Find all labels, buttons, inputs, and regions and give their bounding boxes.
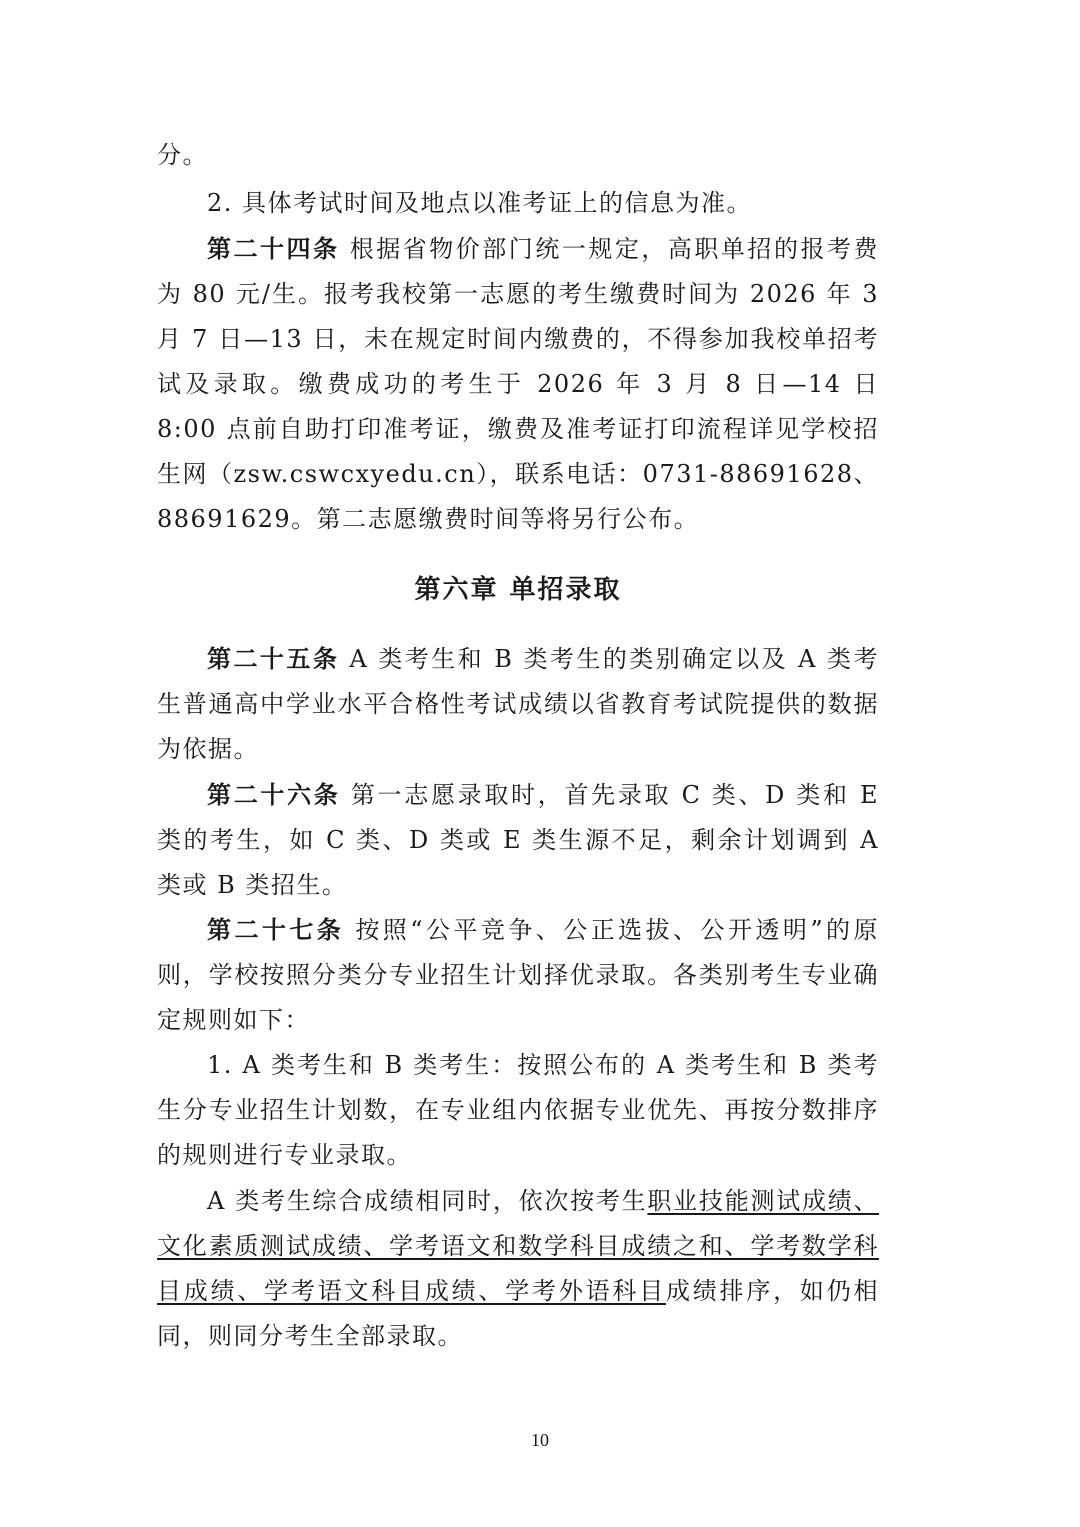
tie-break-criteria: 职业技能测试成绩、文化素质测试成绩、学考语文和数学科目成绩之和、学考数学科目成绩、学考语文科目成绩、学考外语科目 (157, 1187, 879, 1305)
page-number: 10 (531, 1430, 549, 1450)
tie-break-before: A 类考生综合成绩相同时，依次按考生 (207, 1187, 648, 1215)
article-25 (157, 636, 879, 772)
rule-1: 1. A 类考生和 B 类考生：按照公布的 A 类考生和 B 类考生分专业招生计划数，在专业组内依据专业优先、再按分数排序的规则进行专业录取。 (157, 1051, 879, 1169)
article-26-label: 第二十六条 (207, 780, 341, 809)
article-26-text: 第一志愿录取时，首先录取 C 类、D 类和 E 类的考生，如 C 类、D 类或 E 类生源不足，剩余计划调到 A 类或 B 类招生。 (157, 781, 879, 899)
tie-break-after: 成绩排序，如仍相同，则同分考生全部录取。 (157, 1277, 880, 1350)
continuation-text: 分。 (157, 141, 208, 169)
article-27-text: 按照“公平竞争、公正选拔、公开透明”的原则，学校按照分类分专业招生计划择优录取。各类别考生专业确定规则如下： (157, 916, 879, 1034)
article-24-text: 根据省物价部门统一规定，高职单招的报考费为 80 元/生。报考我校第一志愿的考生缴费时间为 2026 年 3 月 7 日—13 日，未在规定时间内缴费的，不得参加我校单招考试及录取。缴费成功的考生于 2026 年 3 月 8 日—14 日 8:00 点前自助打印准考证，缴费及准考证打印流程详见学校招生网（zsw.cswcxyedu.cn），联系电话：0731-88691628、88691629。第二志愿缴费时间等将另行公布。 (157, 235, 880, 533)
article-24-label: 第二十四条 (207, 234, 340, 263)
article-27 (157, 907, 879, 1043)
exam-time-note: 2. 具体考试时间及地点以准考证上的信息为准。 (207, 189, 753, 217)
article-25-label: 第二十五条 (207, 644, 340, 673)
article-26 (157, 772, 879, 908)
article-24 (157, 226, 879, 542)
chapter-title: 第六章 单招录取 (414, 575, 622, 605)
article-25-text: A 类考生和 B 类考生的类别确定以及 A 类考生普通高中学业水平合格性考试成绩以省教育考试院提供的数据为依据。 (157, 645, 879, 763)
article-27-label: 第二十七条 (207, 915, 345, 944)
tie-break-rule (157, 1179, 879, 1359)
